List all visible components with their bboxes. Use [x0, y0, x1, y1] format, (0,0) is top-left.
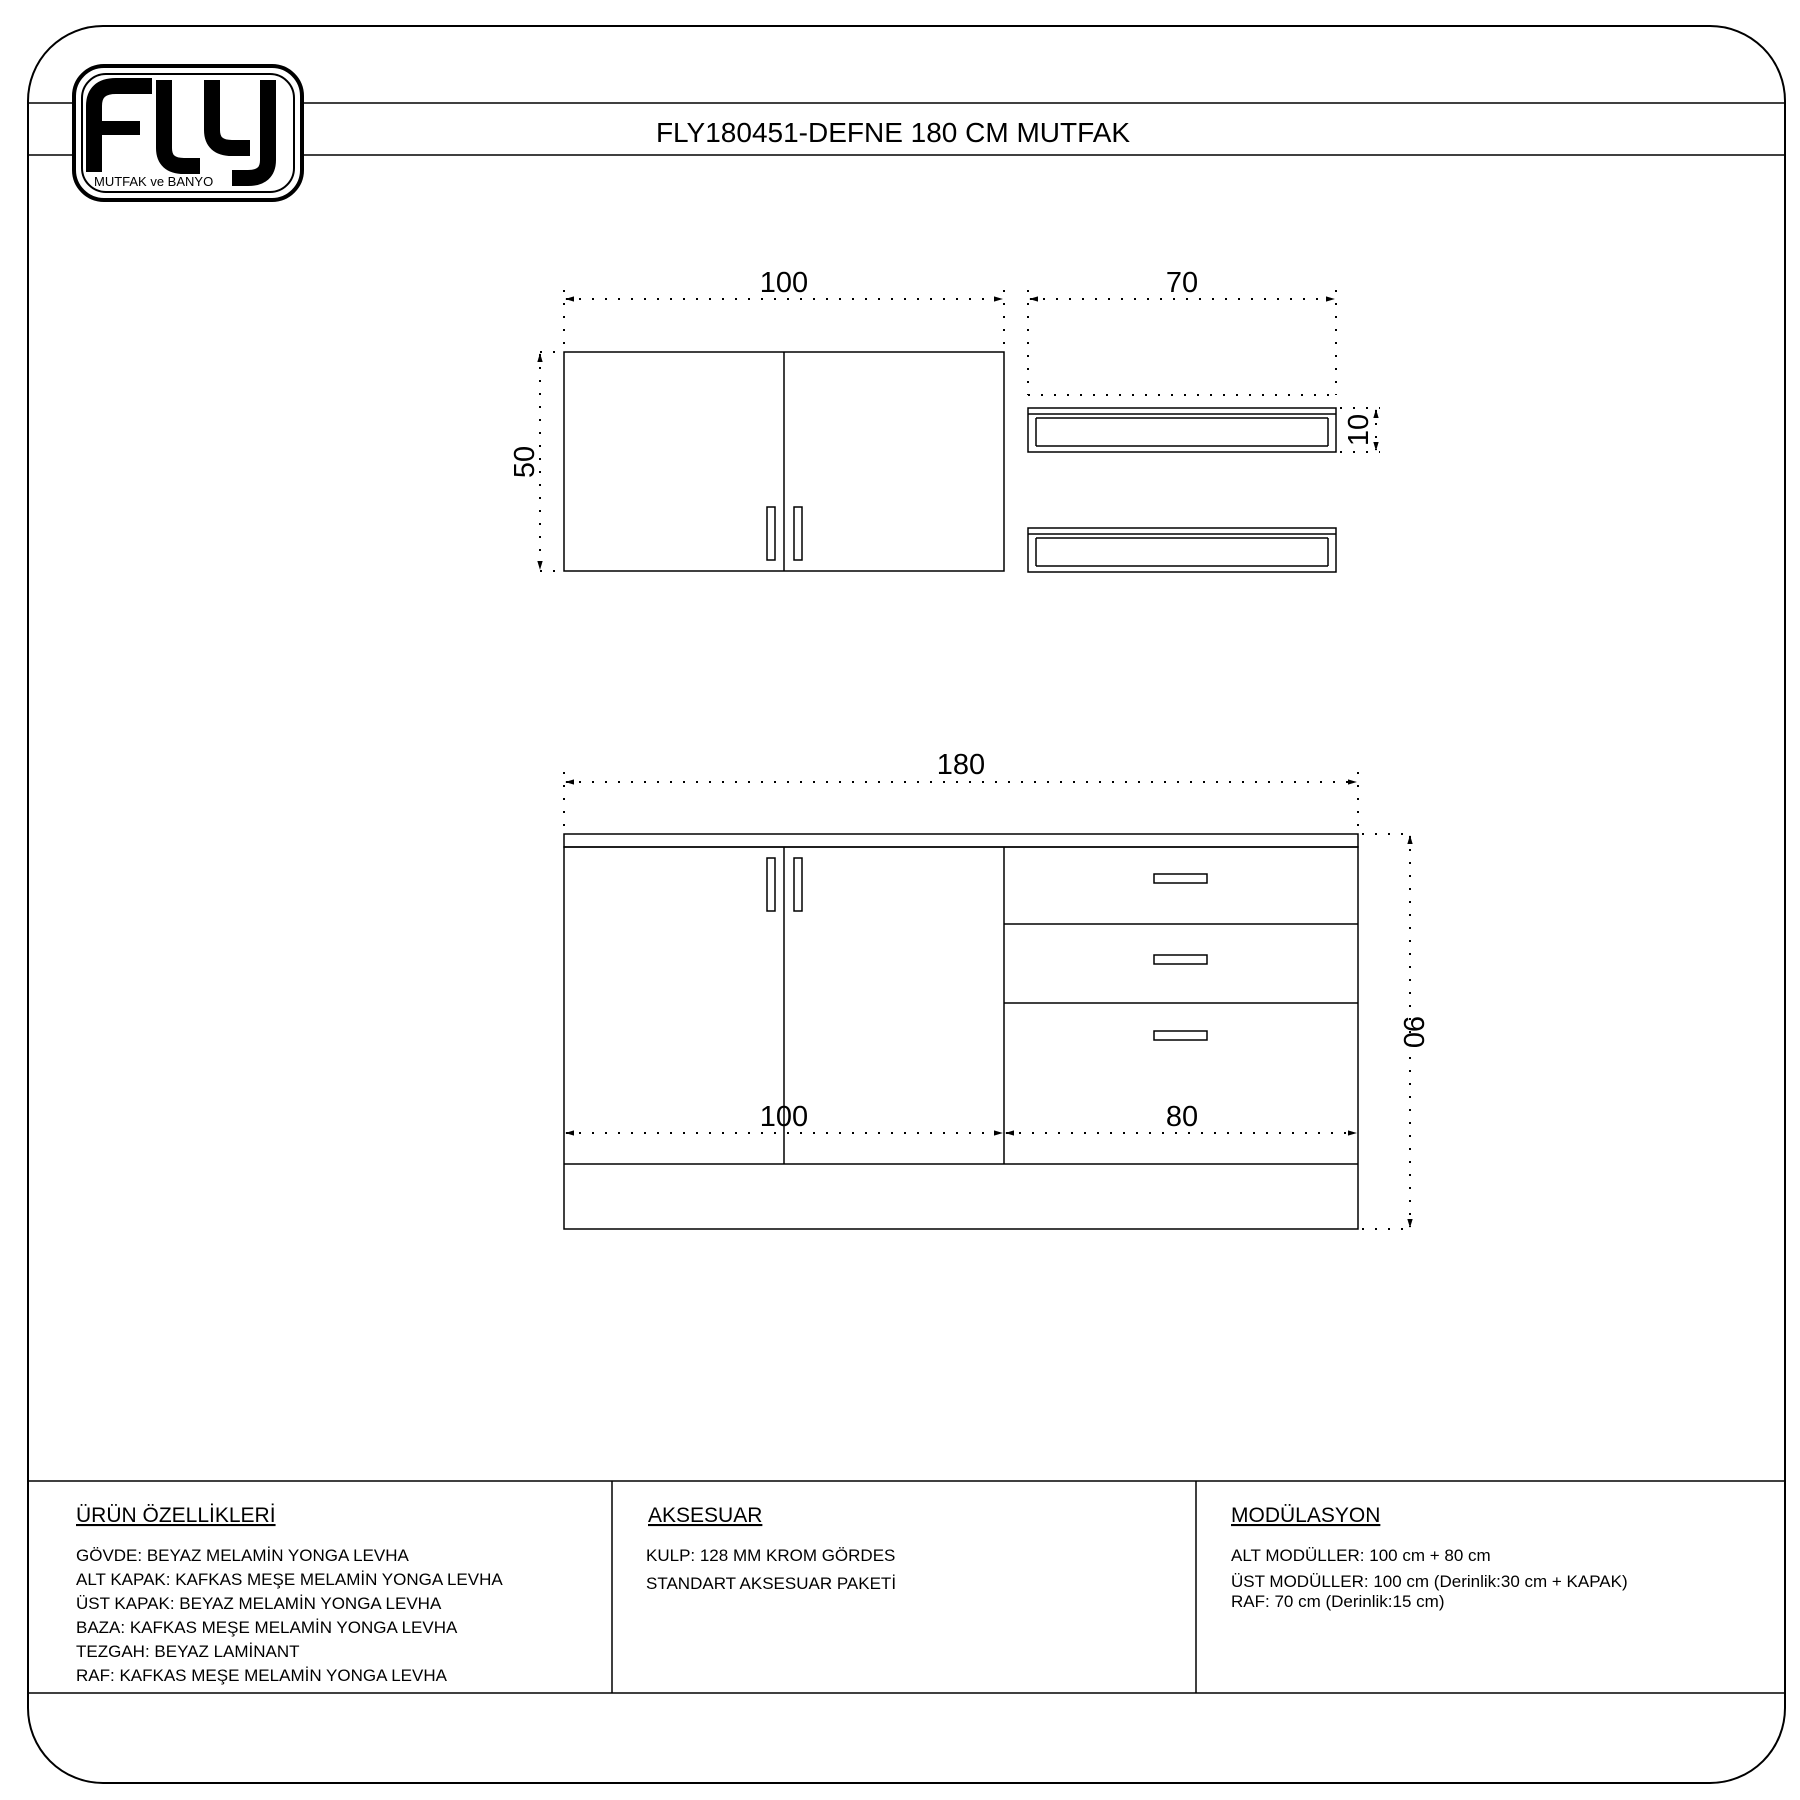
lower-total-width-dimension: [564, 749, 1358, 830]
upper-height-dimension: [509, 352, 562, 571]
door-handle-left: [767, 507, 775, 560]
spec-product-line: BAZA: KAFKAS MEŞE MELAMİN YONGA LEVHA: [76, 1618, 458, 1637]
spec-modulation-line: ALT MODÜLLER: 100 cm + 80 cm: [1231, 1546, 1491, 1565]
lower-module-dimensions: [566, 1101, 1356, 1133]
spec-product-line: GÖVDE: BEYAZ MELAMİN YONGA LEVHA: [76, 1546, 409, 1565]
spec-accessory: [646, 1504, 896, 1593]
spec-modulation-line: ÜST MODÜLLER: 100 cm (Derinlik:30 cm + KAPAK): [1231, 1572, 1628, 1591]
drawer-handle-1: [1154, 874, 1207, 883]
spec-modulation: [1231, 1504, 1628, 1611]
spec-modulation-line: RAF: 70 cm (Derinlik:15 cm): [1231, 1592, 1445, 1611]
dim-upper-width: 100: [759, 267, 809, 299]
sheet-frame: [28, 26, 1785, 1783]
logo-subtitle: MUTFAK ve BANYO: [94, 174, 214, 189]
spec-accessory-line: STANDART AKSESUAR PAKETİ: [646, 1574, 897, 1593]
drawer-handle-3: [1154, 1031, 1207, 1040]
spec-product-heading: ÜRÜN ÖZELLİKLERİ: [76, 1504, 276, 1527]
dim-module-2: 80: [1165, 1101, 1199, 1133]
dim-lower-height: 90: [1397, 1015, 1429, 1049]
upper-width-dimension: [564, 267, 1004, 350]
shelf-height-dimension: [1340, 408, 1380, 452]
door-handle-left: [767, 858, 775, 911]
dim-module-1: 100: [759, 1101, 809, 1133]
dim-upper-height: 50: [509, 445, 541, 479]
spec-product-line: ALT KAPAK: KAFKAS MEŞE MELAMİN YONGA LEVHA: [76, 1570, 503, 1589]
dim-total-width: 180: [936, 749, 986, 781]
page-title: FLY180451-DEFNE 180 CM MUTFAK: [655, 117, 1131, 148]
spec-product-line: RAF: KAFKAS MEŞE MELAMİN YONGA LEVHA: [76, 1666, 447, 1685]
wall-shelf-bottom: [1028, 528, 1336, 572]
door-handle-right: [794, 507, 802, 560]
spec-modulation-heading: MODÜLASYON: [1231, 1504, 1381, 1527]
lower-height-dimension: [1362, 834, 1429, 1229]
spec-product: [76, 1504, 503, 1685]
brand-logo: [74, 66, 302, 200]
spec-product-line: ÜST KAPAK: BEYAZ MELAMİN YONGA LEVHA: [76, 1594, 442, 1613]
dim-shelf-width: 70: [1165, 267, 1199, 299]
drawer-handle-2: [1154, 955, 1207, 964]
shelf-width-dimension: [1028, 267, 1336, 395]
spec-product-line: TEZGAH: BEYAZ LAMİNANT: [76, 1642, 300, 1661]
countertop: [564, 834, 1358, 847]
wall-shelf-top: [1028, 408, 1336, 452]
upper-cabinet: [564, 352, 1004, 571]
spec-accessory-heading: AKSESUAR: [648, 1504, 763, 1527]
door-handle-right: [794, 858, 802, 911]
base-cabinet: [564, 834, 1358, 1229]
dim-shelf-height: 10: [1343, 413, 1375, 447]
spec-accessory-line: KULP: 128 MM KROM GÖRDES: [646, 1546, 896, 1565]
